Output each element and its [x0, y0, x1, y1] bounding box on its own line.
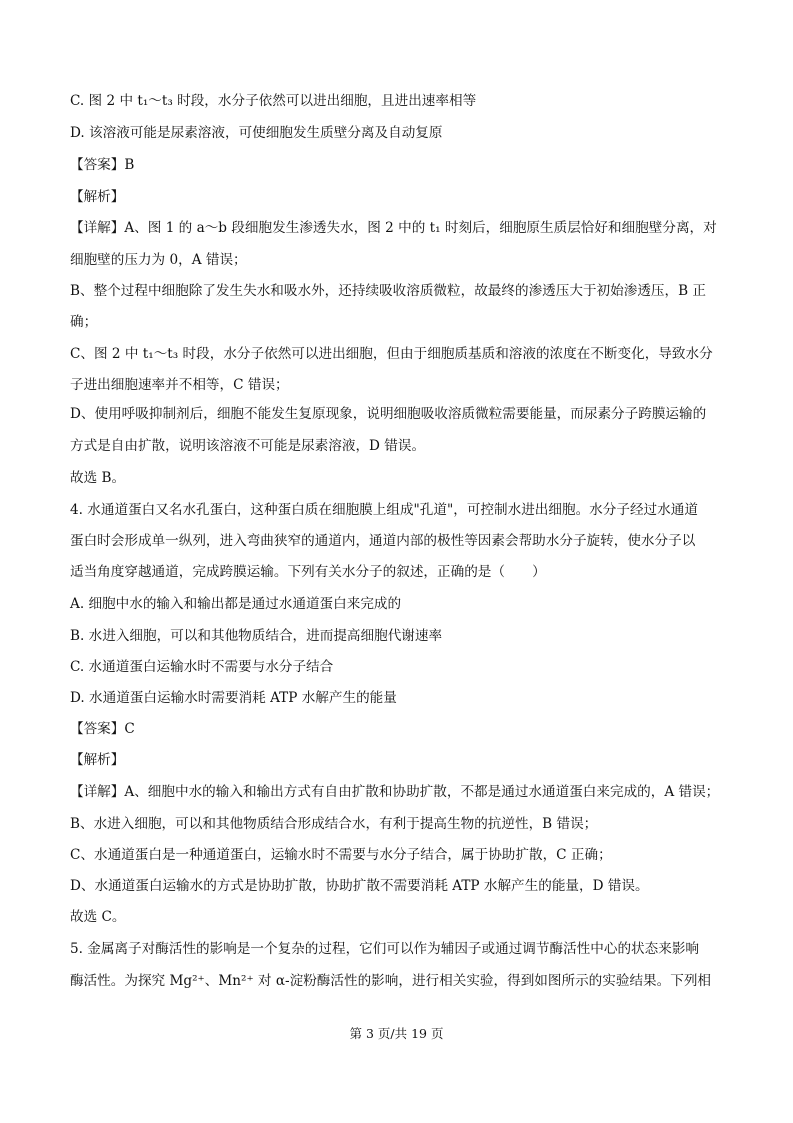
- answer-label: 【答案】C: [70, 721, 135, 737]
- question-stem-line: 酶活性。为探究 Mg²⁺、Mn²⁺ 对 α-淀粉酶活性的影响，进行相关实验，得到如图所示的实验结果。下列相: [70, 973, 712, 989]
- explanation-line: C、图 2 中 t₁～t₃ 时段，水分子依然可以进出细胞，但由于细胞质基质和溶液的浓度在不断变化，导致水分: [70, 346, 713, 362]
- explanation-line: C、水通道蛋白是一种通道蛋白，运输水时不需要与水分子结合，属于协助扩散，C 正确；: [70, 847, 612, 863]
- explanation-line: B、整个过程中细胞除了发生失水和吸水外，还持续吸收溶质微粒，故最终的渗透压大于初始渗透压，B 正: [70, 283, 707, 299]
- analysis-label: 【解析】: [70, 752, 125, 768]
- conclusion-line: 故选 C。: [70, 909, 126, 925]
- explanation-line: 细胞壁的压力为 0，A 错误；: [70, 252, 247, 268]
- conclusion-line: 故选 B。: [70, 470, 126, 486]
- explanation-line: 【详解】A、细胞中水的输入和输出方式有自由扩散和协助扩散，不都是通过水通道蛋白来完成的，A 错误；: [70, 784, 720, 800]
- explanation-line: 【详解】A、图 1 的 a～b 段细胞发生渗透失水，图 2 中的 t₁ 时刻后，细胞原生质层恰好和细胞壁分离，对: [70, 220, 717, 236]
- explanation-line: D、使用呼吸抑制剂后，细胞不能发生复原现象，说明细胞吸收溶质微粒需要能量，而尿素分子跨膜运输的: [70, 406, 707, 422]
- explanation-line: B、水进入细胞，可以和其他物质结合形成结合水，有利于提高生物的抗逆性，B 错误；: [70, 816, 598, 832]
- explanation-line: D、水通道蛋白运输水的方式是协助扩散，协助扩散不需要消耗 ATP 水解产生的能量，D 错误。: [70, 878, 649, 894]
- option-c-line: C. 水通道蛋白运输水时不需要与水分子结合: [70, 659, 334, 675]
- question-stem-line: 适当角度穿越通道，完成跨膜运输。下列有关水分子的叙述，正确的是（ ）: [70, 564, 546, 580]
- option-d-line: D. 水通道蛋白运输水时需要消耗 ATP 水解产生的能量: [70, 690, 397, 706]
- analysis-label: 【解析】: [70, 189, 125, 205]
- question-stem-line: 5. 金属离子对酶活性的影响是一个复杂的过程，它们可以作为辅因子或通过调节酶活性中心的状态来影响: [70, 941, 700, 957]
- page-number-footer: 第 3 页/共 19 页: [349, 1026, 444, 1041]
- option-a-line: A. 细胞中水的输入和输出都是通过水通道蛋白来完成的: [70, 596, 402, 612]
- option-b-line: B. 水进入细胞，可以和其他物质结合，进而提高细胞代谢速率: [70, 628, 443, 644]
- option-d-line: D. 该溶液可能是尿素溶液，可使细胞发生质壁分离及自动复原: [70, 125, 443, 141]
- explanation-line: 方式是自由扩散，说明该溶液不可能是尿素溶液，D 错误。: [70, 438, 426, 454]
- explanation-line: 确；: [70, 314, 98, 330]
- explanation-line: 子进出细胞速率并不相等，C 错误；: [70, 377, 289, 393]
- question-stem-line: 蛋白时会形成单一纵列，进入弯曲狭窄的通道内，通道内部的极性等因素会帮助水分子旋转，使水分子以: [70, 533, 696, 549]
- option-c-line: C. 图 2 中 t₁～t₃ 时段，水分子依然可以进出细胞，且进出速率相等: [70, 93, 477, 109]
- question-stem-line: 4. 水通道蛋白又名水孔蛋白，这种蛋白质在细胞膜上组成"孔道"，可控制水进出细胞。水分子经过水通道: [70, 502, 698, 518]
- answer-label: 【答案】B: [70, 157, 135, 173]
